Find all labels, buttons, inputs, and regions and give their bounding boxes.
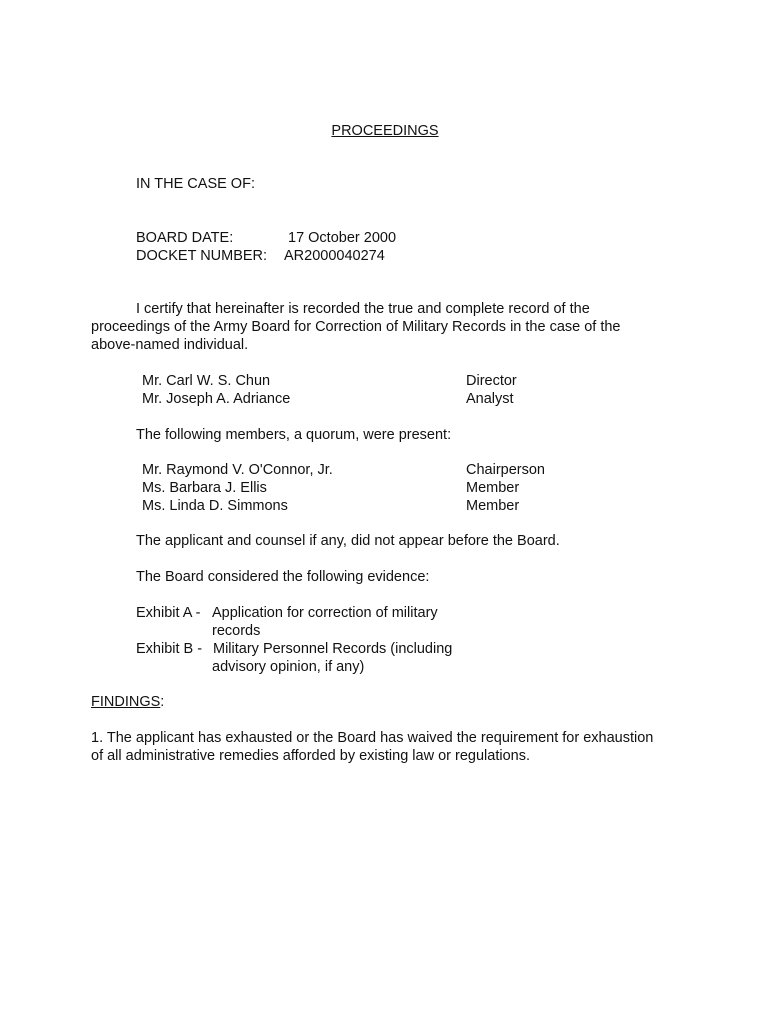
board-date-value: 17 October 2000	[288, 230, 397, 246]
staff-name: Mr. Carl W. S. Chun	[142, 373, 271, 389]
exhibit-description: Application for correction of military	[212, 605, 438, 621]
board-date-label: BOARD DATE:	[136, 230, 234, 246]
member-role: Member	[466, 480, 520, 496]
exhibit-description-cont: records	[212, 623, 261, 639]
exhibit-description-cont: advisory opinion, if any)	[212, 659, 365, 675]
member-name: Ms. Linda D. Simmons	[142, 498, 288, 514]
exhibit-label: Exhibit A -	[136, 605, 201, 621]
page-title: PROCEEDINGS	[331, 123, 439, 139]
exhibit-description: Military Personnel Records (including	[213, 641, 453, 657]
staff-role: Director	[466, 373, 517, 389]
exhibit-label: Exhibit B -	[136, 641, 203, 657]
docket-number-label: DOCKET NUMBER:	[136, 248, 268, 264]
appearance-text: The applicant and counsel if any, did not appear before the Board.	[136, 533, 560, 549]
findings-heading	[91, 693, 164, 711]
docket-number-value: AR2000040274	[284, 248, 385, 264]
findings-heading-text: FINDINGS	[91, 694, 161, 710]
certification-paragraph: I certify that hereinafter is recorded the true and complete record of the proceedings of the Army Board for Correction of Military Records in the case of the above-named individual.	[91, 301, 621, 353]
case-of-label: IN THE CASE OF:	[136, 176, 255, 192]
member-name: Mr. Raymond V. O'Connor, Jr.	[142, 462, 333, 478]
member-role: Member	[466, 498, 520, 514]
member-role: Chairperson	[466, 462, 545, 478]
evidence-intro: The Board considered the following evidence:	[136, 569, 430, 585]
finding-1: 1. The applicant has exhausted or the Board has waived the requirement for exhaustion of all administrative remedies afforded by existing law or regulations.	[91, 730, 654, 764]
findings-heading-colon: :	[160, 694, 165, 710]
quorum-text: The following members, a quorum, were present:	[136, 427, 452, 443]
staff-role: Analyst	[466, 391, 514, 407]
staff-name: Mr. Joseph A. Adriance	[142, 391, 291, 407]
member-name: Ms. Barbara J. Ellis	[142, 480, 267, 496]
